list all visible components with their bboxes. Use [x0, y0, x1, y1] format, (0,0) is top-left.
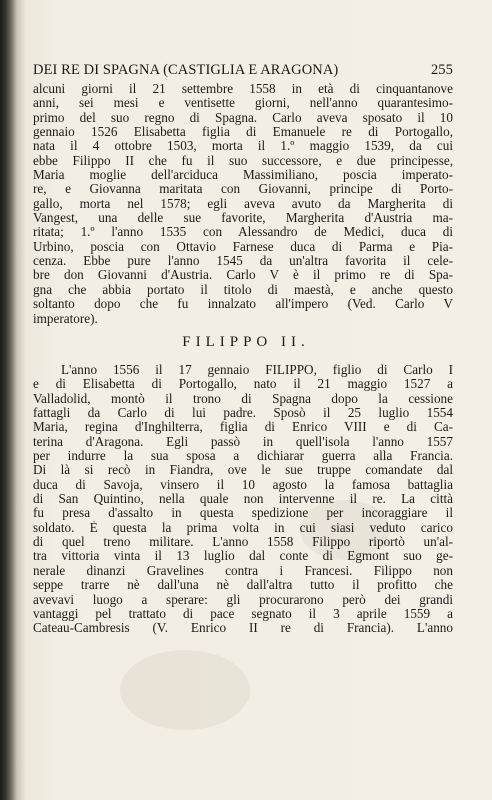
text-line: Urbino, poscia con Ottavio Farnese duca di Parma e Pia-: [33, 239, 453, 254]
text-line: avevavi luogo a sperare: gli procurarono però dei grandi: [33, 592, 453, 607]
text-line: nerale dinanzi Gravelines contra i Francesi. Filippo non: [33, 563, 453, 578]
paper-stain: [120, 650, 250, 730]
paragraph-carlo-v-conclusion: [33, 82, 453, 326]
text-line: gallo, morta nel 1578; egli aveva avuto da Margherita di: [33, 196, 453, 211]
text-line: gna che abbia portato il titolo di maestà, e anche questo: [33, 282, 453, 297]
text-line: ebbe Filippo II che fu il suo successore, e due principesse,: [33, 153, 453, 168]
paragraph-filippo-ii: [33, 363, 453, 636]
text-line: primo del suo regno di Spagna. Carlo aveva sposato il 10: [33, 110, 453, 125]
text-line: fattagli da Carlo di lui padre. Sposò il 25 luglio 1554: [33, 406, 453, 421]
text-line: alcuni giorni il 21 settembre 1558 in età di cinquantanove: [33, 82, 453, 96]
text-line: di quel treno militare. L'anno 1558 Filippo riportò un'al-: [33, 535, 453, 550]
running-title: DEI RE DI SPAGNA (CASTIGLIA E ARAGONA): [33, 62, 339, 78]
text-line: di San Quintino, nella quale non intervenne il re. La città: [33, 492, 453, 507]
text-line: e di Elisabetta di Portogallo, nato il 21 maggio 1527 a: [33, 377, 453, 392]
text-line: ritata; 1.º l'anno 1535 con Alessandro de Medici, duca di: [33, 225, 453, 240]
page-number: 255: [430, 62, 453, 78]
text-line: fu presa d'assalto in questa spedizione per incoraggiare il: [33, 506, 453, 521]
text-line: Vangest, una delle sue favorite, Margherita d'Austria ma-: [33, 211, 453, 226]
text-line: vantaggi pel trattato di pace segnato il 3 aprile 1559 a: [33, 606, 453, 621]
text-line: tra vittoria vinta il 13 luglio dal conte di Egmont suo ge-: [33, 549, 453, 564]
text-line: re, e Giovanna maritata con Giovanni, principe di Porto-: [33, 182, 453, 197]
text-line: L'anno 1556 il 17 gennaio FILIPPO, figlio di Carlo I: [61, 363, 453, 377]
text-line: nata il 4 ottobre 1503, morta il 1.º maggio 1539, da cui: [33, 139, 453, 154]
text-line: Valladolid, montò il trono di Spagna dopo la cessione: [33, 391, 453, 406]
text-line: anni, sei mesi e ventisette giorni, nell'anno quarantesimo-: [33, 96, 453, 111]
text-line: seppe trarre nè dall'una nè dall'altra tutto il profitto che: [33, 578, 453, 593]
section-heading: FILIPPO II.: [182, 334, 310, 350]
text-line: soltanto dopo che fu innalzato all'impero (Ved. Carlo V: [33, 297, 453, 312]
text-line: gennaio 1526 Elisabetta figlia di Emanuele re di Portogallo,: [33, 125, 453, 140]
text-line: bre don Giovanni d'Austria. Carlo V è il primo re di Spa-: [33, 268, 453, 283]
text-line: Di là si recò in Fiandra, ove le sue truppe comandate dal: [33, 463, 453, 478]
page-header: [33, 62, 453, 82]
text-line: Maria, regina d'Inghilterra, figlia di Enrico VIII e di Ca-: [33, 420, 453, 435]
text-line: cenza. Ebbe pure l'anno 1545 da un'altra favorita il cele-: [33, 254, 453, 269]
text-line: per indurre la sua sposa a dichiarar guerra alla Francia.: [33, 449, 453, 464]
text-line: Maria moglie dell'arciduca Massimiliano, poscia imperato-: [33, 168, 453, 183]
text-line: terina d'Aragona. Egli passò in quell'isola l'anno 1557: [33, 434, 453, 449]
text-line: duca di Savoja, vinsero il 10 agosto la famosa battaglia: [33, 477, 453, 492]
text-line: soldato. È questa la prima volta in cui siasi veduto carico: [33, 520, 453, 535]
text-line: imperatore).: [33, 311, 98, 326]
text-line: Cateau-Cambresis (V. Enrico II re di Francia). L'anno: [33, 621, 453, 636]
